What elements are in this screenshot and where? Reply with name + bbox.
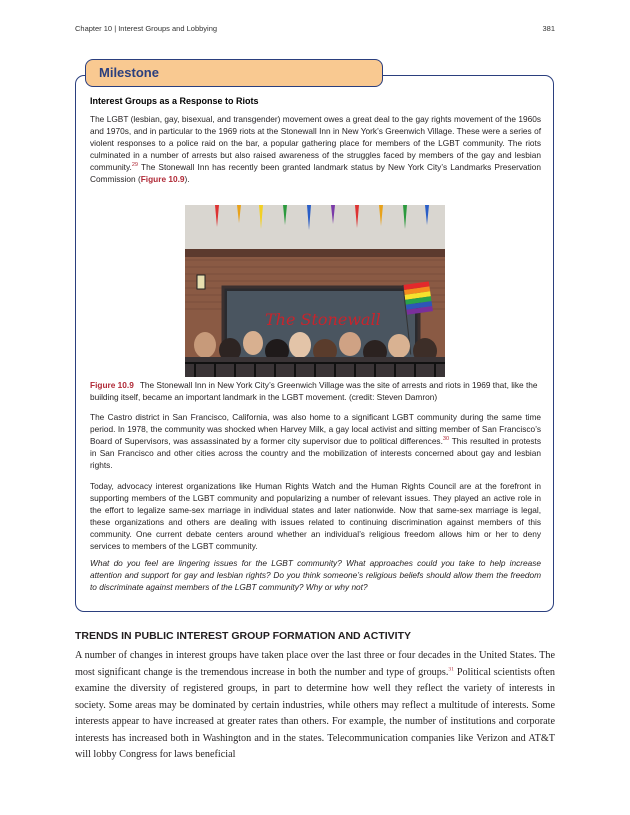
chapter-title: Chapter 10 | Interest Groups and Lobbying	[75, 24, 218, 33]
figure-10-9-link[interactable]: Figure 10.9	[140, 174, 185, 185]
stonewall-photo-illustration	[185, 205, 445, 377]
running-header	[75, 24, 555, 36]
stonewall-sign: The Stonewall	[265, 310, 381, 329]
figure-label: Figure 10.9	[90, 380, 134, 390]
footnote-ref-30[interactable]: 30	[442, 436, 450, 443]
figure-caption-text: The Stonewall Inn in New York City’s Greenwich Village was the site of arrests and riots in 1969 that, like the building itself, became an important landmark in the LGBT movement. (credit: Steven Damron)	[90, 380, 538, 402]
milestone-paragraph-3: Today, advocacy interest organizations like Human Rights Watch and the Human Rights Council are at the forefront in supporting members of the LGBT community and popularizing a number of relevant issues. They played an active role in the effort to legalize same-sex marriage in individual states and later nationwide. Now that same-sex marriage is legal, these organizations and others are dealing with issues related to continuing discrimination against members of this community. One current debate centers around whether an individual’s religious freedom allows him or her to deny services to members of the LGBT community.	[90, 481, 541, 552]
milestone-heading: Interest Groups as a Response to Riots	[90, 96, 259, 106]
milestone-tab-label: Milestone	[99, 65, 159, 80]
milestone-tab	[85, 59, 383, 87]
section-heading: TRENDS IN PUBLIC INTEREST GROUP FORMATION AND ACTIVITY	[75, 630, 412, 642]
milestone-question: What do you feel are lingering issues for the LGBT community? What approaches could you take to help increase attention and support for gay and lesbian rights? Do you think someone’s religious beliefs should allow them the freedom to discriminate against members of the LGBT community? Why or why not?	[90, 558, 541, 593]
milestone-paragraph-2: The Castro district in San Francisco, California, was also home to a significant LGBT community during the same time period. In 1978, the community was shocked when Harvey Milk, a gay local activist and sitting member of San Francisco’s Board of Supervisors, was assassinated by a former city supervisor due to political differences.$^{30}$ This resulted in protests in San Francisco and other cities across the country and the mobilization of interests concerned about gay and lesbian rights.	[90, 412, 541, 471]
page-number: 381	[542, 24, 555, 33]
stonewall-photo	[185, 205, 445, 377]
footnote-ref-31[interactable]: 31	[448, 666, 454, 673]
figure-caption	[90, 380, 541, 403]
milestone-paragraph-1: The LGBT (lesbian, gay, bisexual, and transgender) movement owes a great deal to the gay rights movement of the 1960s and 1970s, and in particular to the 1969 riots at the Stonewall Inn in New York’s Greenwich Village. These were a series of violent responses to a police raid on the bar, a popular gathering place for members of the LGBT community. The riots culminated in a number of arrests but also raised awareness of the struggles faced by members of the gay and lesbian community.$^{29}$ The Stonewall Inn has recently been granted landmark status by New York City’s Landmarks Preservation Commission (Figure 10.9).	[90, 114, 541, 185]
footnote-ref-29[interactable]: 29	[131, 162, 139, 169]
section-body: A number of changes in interest groups have taken place over the last three or four decades in the United States. The most significant change is the tremendous increase in both the number and type of groups.$^{31}$ Political scientists often examine the diversity of registered groups, in part to determine how well they reflect the variety of interests in society. Some areas may be dominated by certain industries, while others may reflect a multitude of interests. Some interests appear to have increased at greater rates than others. For example, the number of institutions and corporate interests has increased both in Washington and in the states. Telecommunication companies like Verizon and AT&T will lobby Congress for laws beneficial	[75, 650, 555, 760]
